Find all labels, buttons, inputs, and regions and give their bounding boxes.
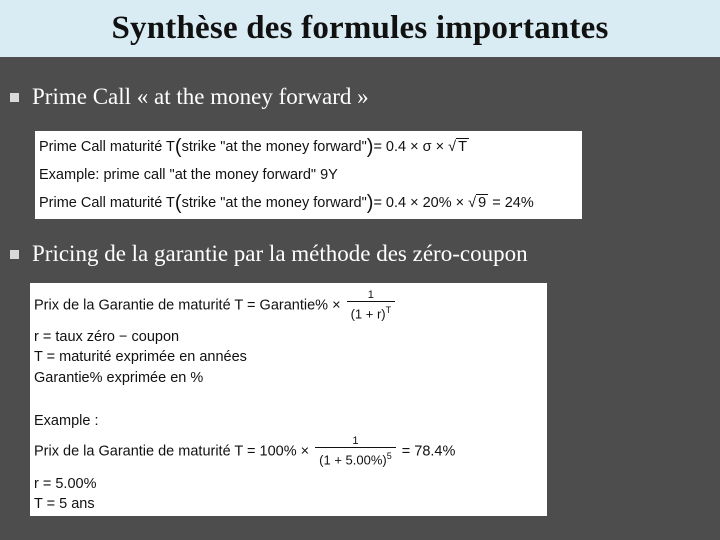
square-bullet-icon xyxy=(10,93,19,102)
formula-line: Prix de la Garantie de maturité T = 100% × $\frac{1}{(1 + 5.00\%)^5}$ = 78.4% xyxy=(34,435,456,468)
fraction: $\frac{1}{(1 + 5.00\%)^5}$ xyxy=(315,435,396,468)
formula-line: Example: prime call "at the money forward" 9Y xyxy=(39,167,338,183)
formula-line: T = 5 ans xyxy=(34,496,95,512)
formula-image-prime-call xyxy=(35,131,582,219)
formula-line: r = taux zéro − coupon xyxy=(34,329,180,345)
bullet-prime-call xyxy=(10,84,369,110)
formula-line: Prime Call maturité T(strike "at the money forward")= 0.4 × 20% × √ 9 = 24% xyxy=(39,192,534,214)
formula-line: Example : xyxy=(34,413,99,429)
formula-image-garantie xyxy=(30,283,547,516)
slide-title: Synthèse des formules importantes xyxy=(111,10,609,46)
fraction: $\frac{1}{(1 + r)^T}$ xyxy=(347,289,396,322)
title-bar xyxy=(0,0,720,57)
formula-line: r = 5.00% xyxy=(34,476,97,492)
formula-line: Prix de la Garantie de maturité T = Garantie% × $\frac{1}{(1 + r)^T}$ xyxy=(34,289,397,322)
bullet-text: Pricing de la garantie par la méthode des zéro-coupon xyxy=(32,241,528,266)
formula-line: Prime Call maturité T(strike "at the money forward")= 0.4 × σ × √ T xyxy=(39,136,467,158)
square-bullet-icon xyxy=(10,250,19,259)
formula-line: T = maturité exprimée en années xyxy=(34,349,247,365)
formula-line: Garantie% exprimée en % xyxy=(34,370,204,386)
bullet-text: Prime Call « at the money forward » xyxy=(32,84,369,109)
bullet-pricing-garantie xyxy=(10,241,528,267)
